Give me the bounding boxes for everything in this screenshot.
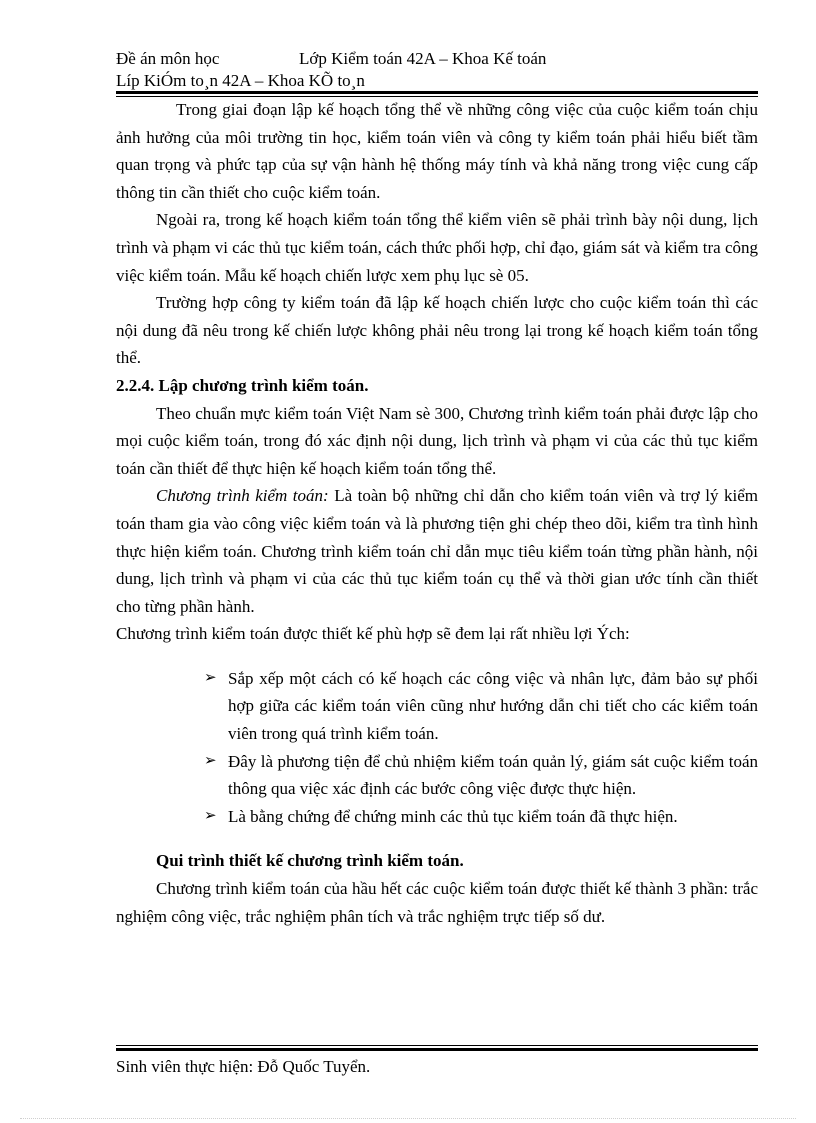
page-header (116, 48, 758, 92)
list-item (204, 803, 758, 831)
document-body (116, 96, 758, 930)
paragraph-text: Là toàn bộ những chỉ dẫn cho kiểm toán viên và trợ lý kiểm toán tham gia vào công việc kiểm toán và là phương tiện ghi chép theo dõi, kiểm tra tình hình thực hiện kiểm toán. Chương trình kiểm toán chỉ dẫn mục tiêu kiểm toán từng phần hành, nội dung, lịch trình và phạm vi của các thủ tục kiểm toán cụ thể và thời gian ước tính cần thiết cho từng phần hành. (116, 486, 758, 616)
header-row (116, 48, 758, 70)
section-heading: 2.2.4. Lập chương trình kiểm toán. (116, 375, 369, 395)
sub-heading: Qui trình thiết kế chương trình kiểm toán. (156, 851, 464, 871)
paragraph: Chương trình kiểm toán của hầu hết các cuộc kiểm toán được thiết kế thành 3 phần: trắc nghiệm công việc, trắc nghiệm phân tích và trắc nghiệm trực tiếp số dư. (116, 879, 758, 926)
header-class-legacy-encoding: Líp KiÓm to¸n 42A – Khoa KÕ to¸n (116, 71, 365, 90)
benefit-list (204, 665, 758, 831)
header-rule-thick (116, 91, 758, 94)
arrow-bullet-icon: ➢ (204, 752, 217, 769)
paragraph: Trong giai đoạn lập kế hoạch tổng thể về những công việc của cuộc kiểm toán chịu ảnh hưởng của môi trường tin học, kiểm toán viên và công ty kiểm toán phải hiểu biết tầm quan trọng và phức tạp của sự vận hành hệ thống máy tính và khả năng trong việc cung cấp thông tin cần thiết cho cuộc kiểm toán. (116, 100, 758, 202)
footer-rule-thin (116, 1045, 758, 1046)
header-subject: Đề án môn học (116, 49, 220, 68)
arrow-bullet-icon: ➢ (204, 669, 217, 686)
page-bottom-dotted-line (20, 1118, 796, 1119)
list-item (204, 748, 758, 803)
arrow-bullet-icon: ➢ (204, 807, 217, 824)
paragraph: Chương trình kiểm toán được thiết kế phù hợp sẽ đem lại rất nhiều lợi Ých: (116, 624, 630, 644)
page-footer: Sinh viên thực hiện: Đỗ Quốc Tuyển. (116, 1057, 371, 1076)
list-item-text: Là bằng chứng để chứng minh các thủ tục kiểm toán đã thực hiện. (228, 806, 678, 826)
paragraph: Ngoài ra, trong kế hoạch kiểm toán tổng thể kiểm viên sẽ phải trình bày nội dung, lịch trình và phạm vi các thủ tục kiểm toán, cách thức phối hợp, chỉ đạo, giám sát và kiểm tra công việc kiểm toán. Mẫu kế hoạch chiến lược xem phụ lục sè 05. (116, 210, 758, 285)
list-item-text: Sắp xếp một cách có kế hoạch các công việc và nhân lực, đảm bảo sự phối hợp giữa các kiểm toán viên cũng như hướng dẫn chi tiết cho các kiểm toán viên trong quá trình kiểm toán. (228, 668, 758, 744)
header-class: Lớp Kiểm toán 42A – Khoa Kế toán (299, 49, 547, 68)
term-italic: Chương trình kiểm toán: (156, 486, 329, 506)
footer-rule-thick (116, 1048, 758, 1051)
list-item (204, 665, 758, 748)
paragraph: Trường hợp công ty kiểm toán đã lập kế hoạch chiến lược cho cuộc kiểm toán thì các nội dung đã nêu trong kế chiến lược không phải nêu trong lại trong kế hoạch kiểm toán tổng thể. (116, 293, 758, 368)
list-item-text: Đây là phương tiện để chủ nhiệm kiểm toán quản lý, giám sát cuộc kiểm toán thông qua việc xác định các bước công việc được thực hiện. (228, 751, 758, 799)
paragraph (116, 482, 758, 620)
paragraph: Theo chuẩn mực kiểm toán Việt Nam sè 300, Chương trình kiểm toán phải được lập cho mọi cuộc kiểm toán, trong đó xác định nội dung, lịch trình và phạm vi của các thủ tục kiểm toán cần thiết để thực hiện kế hoạch kiểm toán tổng thể. (116, 403, 758, 478)
